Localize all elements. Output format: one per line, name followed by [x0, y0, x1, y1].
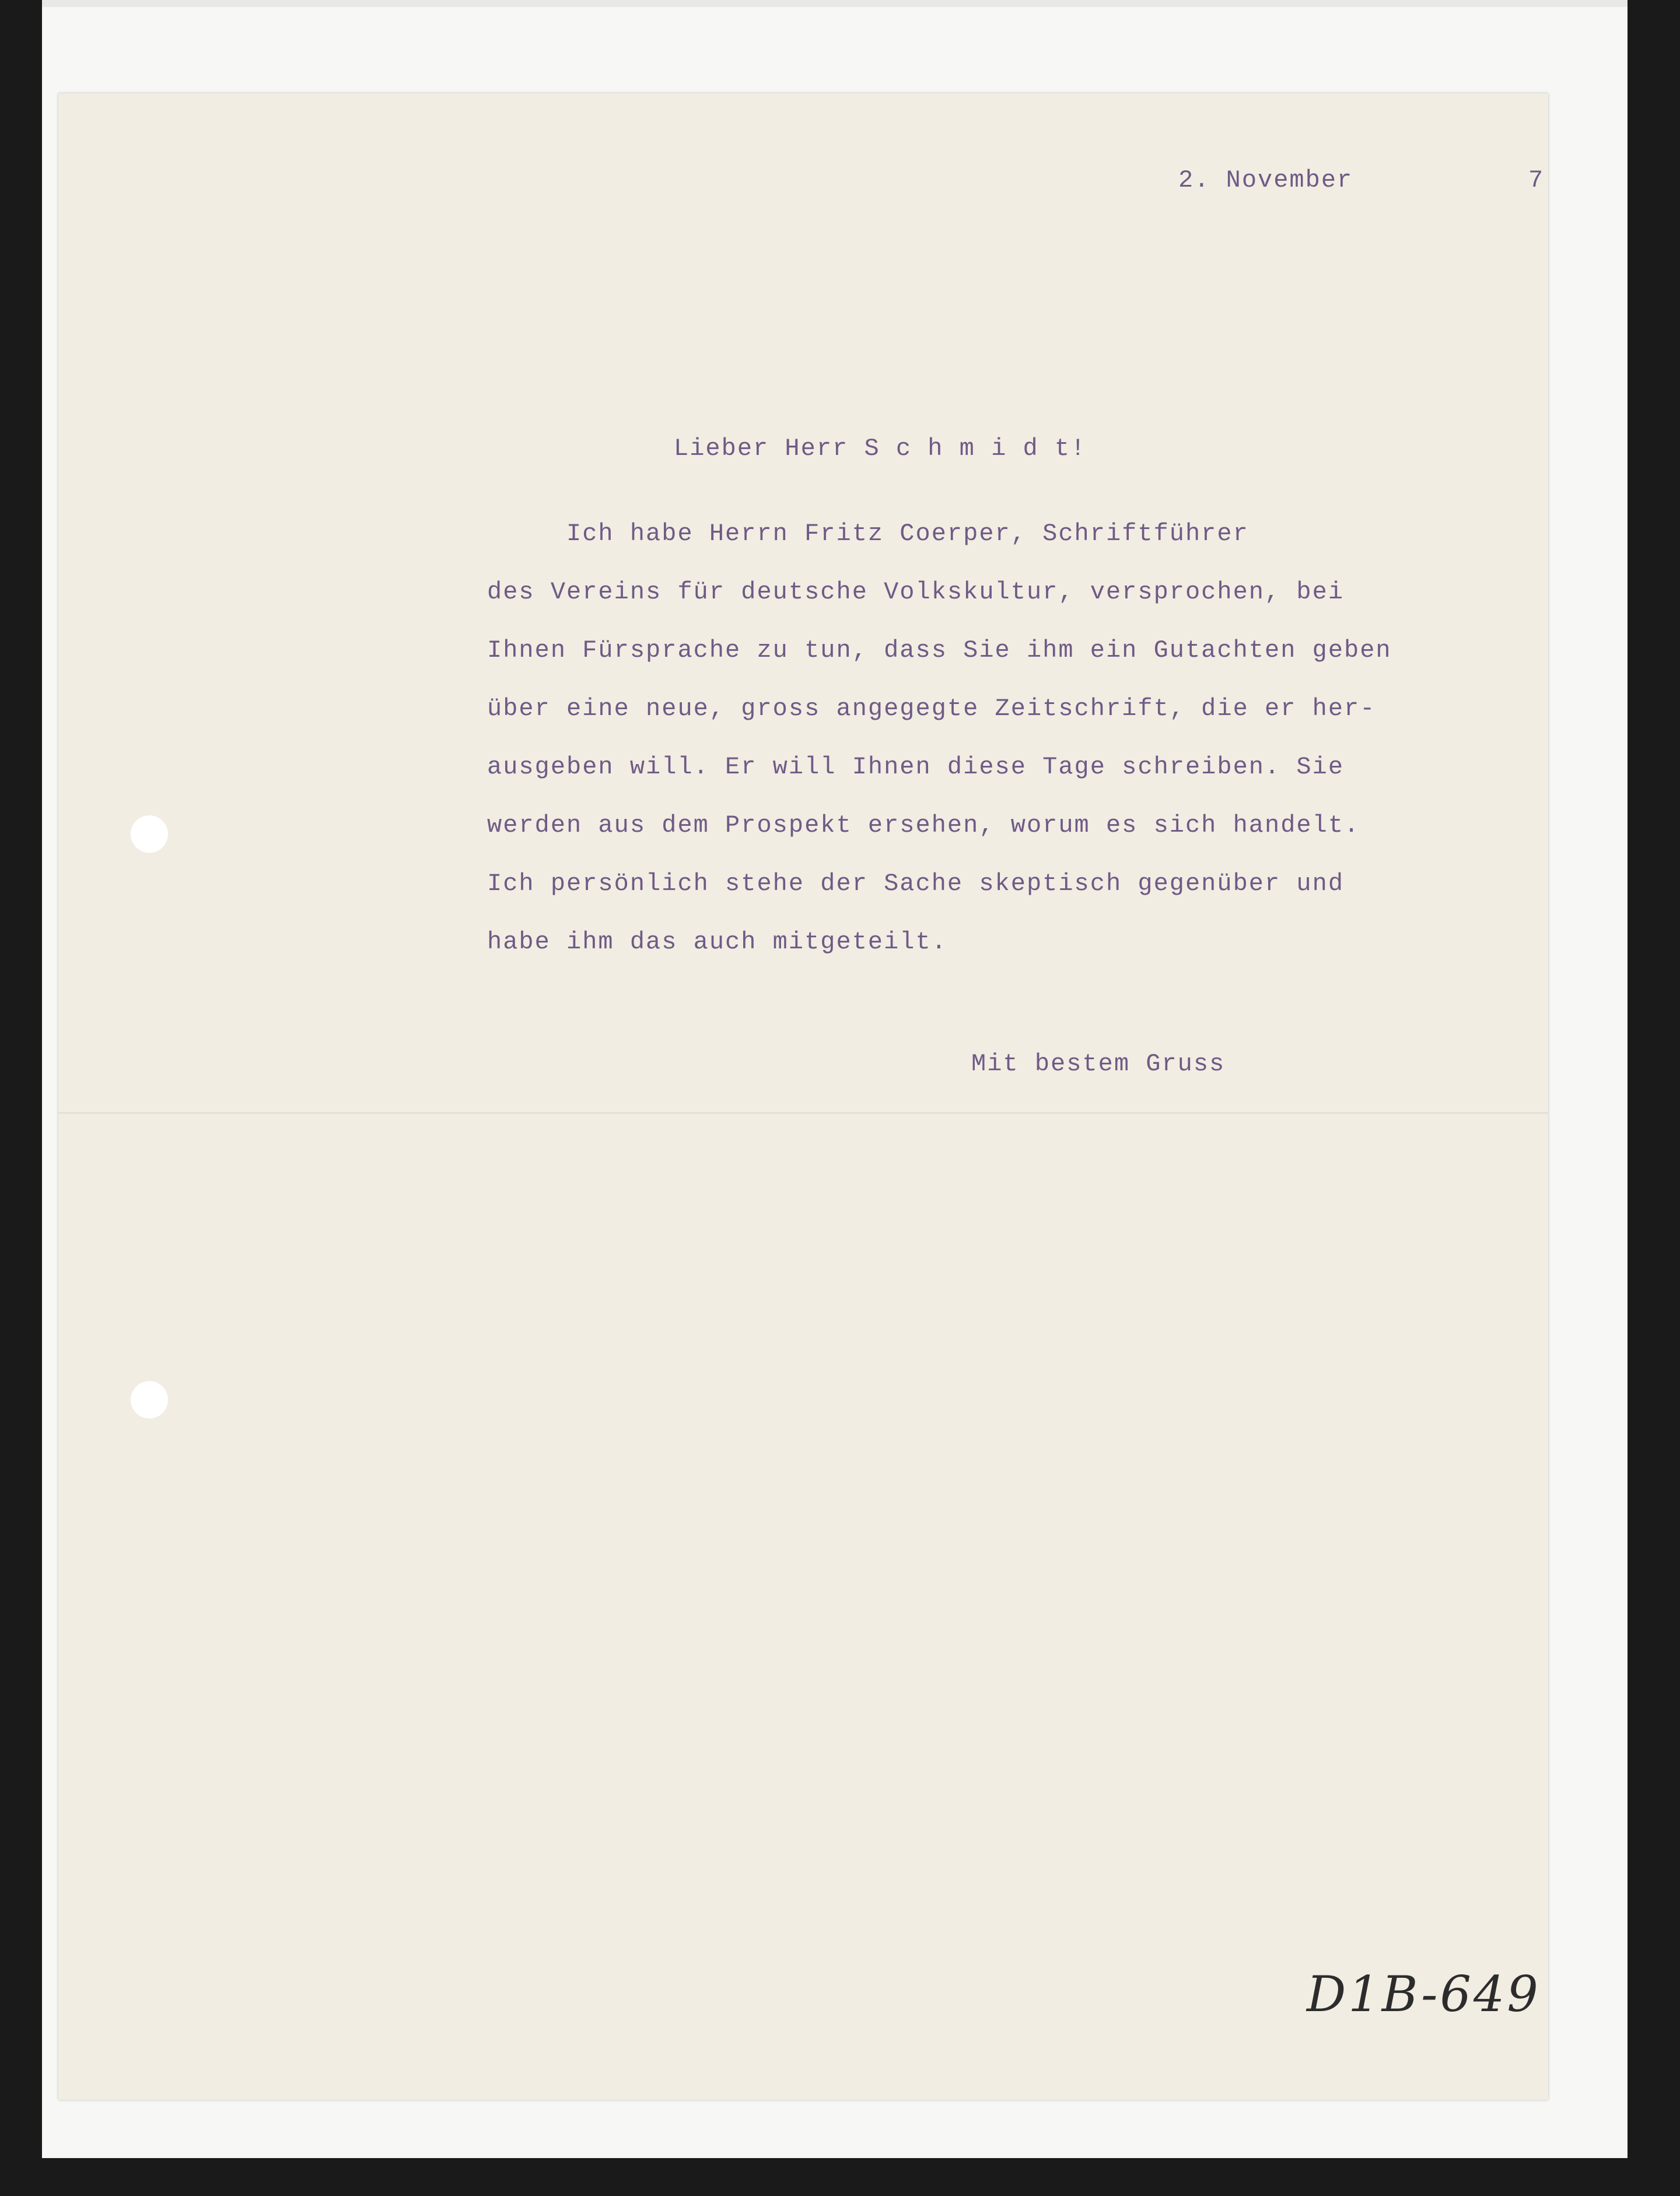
scanner-bed-edge	[42, 0, 1628, 7]
fold-line	[58, 1111, 1548, 1115]
closing: Mit bestem Gruss	[971, 1050, 1226, 1078]
salutation: Lieber Herr S c h m i d t!	[674, 435, 1087, 463]
body-line: Ihnen Fürsprache zu tun, dass Sie ihm ein Gutachten geben	[487, 636, 1392, 664]
body-line: des Vereins für deutsche Volkskultur, versprochen, bei	[487, 578, 1345, 606]
body-line: über eine neue, gross angegegte Zeitschrift, die er her-	[487, 695, 1376, 723]
body-line: Ich habe Herrn Fritz Coerper, Schriftführer	[487, 520, 1249, 548]
body-line: Ich persönlich stehe der Sache skeptisch gegenüber und	[487, 870, 1345, 898]
archive-mark: D1B-649	[1307, 1966, 1541, 2023]
letter-body	[487, 505, 1392, 971]
letter-page	[58, 93, 1548, 2100]
body-line: habe ihm das auch mitgeteilt.	[487, 928, 947, 956]
body-line: werden aus dem Prospekt ersehen, worum es sich handelt.	[487, 811, 1360, 839]
page-number: 7	[1528, 166, 1545, 194]
body-line: ausgeben will. Er will Ihnen diese Tage schreiben. Sie	[487, 753, 1345, 781]
punch-hole-upper	[131, 815, 168, 853]
letter-date: 2. November	[1178, 166, 1353, 194]
punch-hole-lower	[131, 1381, 168, 1419]
